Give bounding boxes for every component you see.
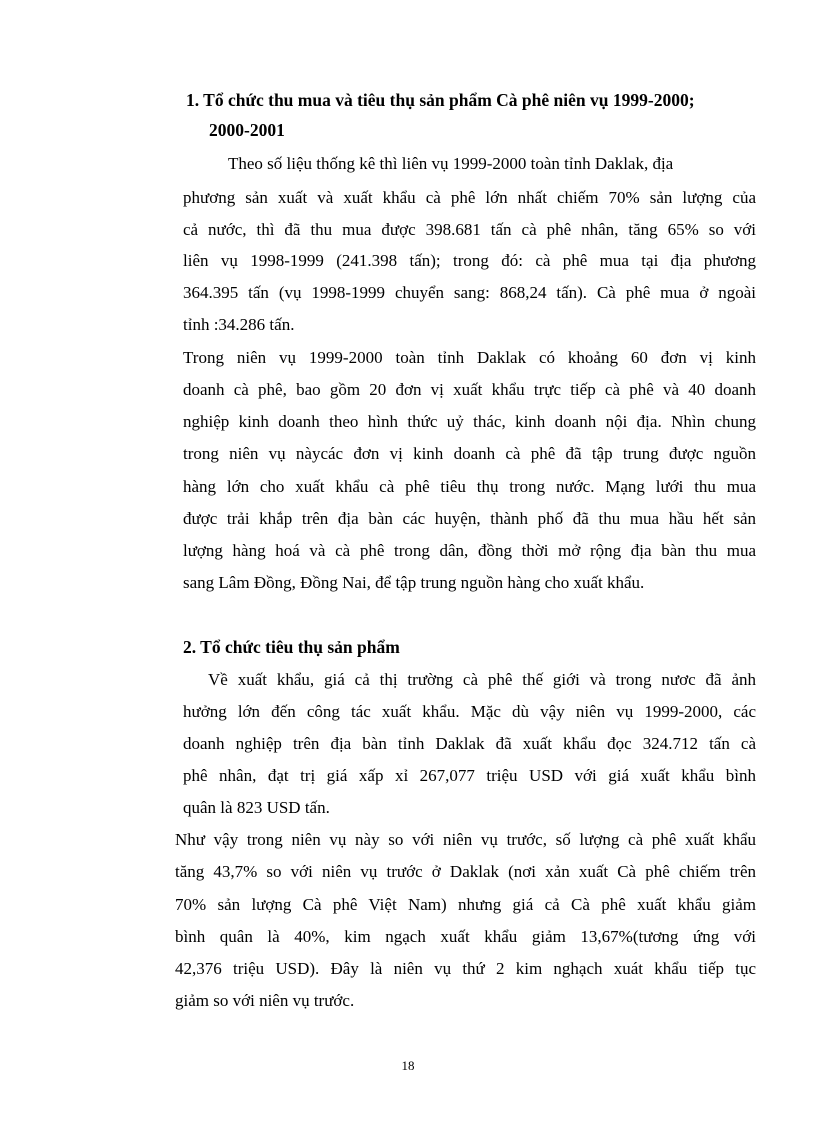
paragraph-line: 70% sản lượng Cà phê Việt Nam) nhưng giá cả Cà phê xuất khẩu giảm	[175, 895, 756, 914]
paragraph-line: doanh cà phê, bao gồm 20 đơn vị xuất khẩu trực tiếp cà phê và 40 doanh	[183, 380, 756, 399]
paragraph-line: hàng lớn cho xuất khẩu cà phê tiêu thụ trong nước. Mạng lưới thu mua	[183, 477, 756, 496]
paragraph-line: tăng 43,7% so với niên vụ trước ở Daklak (nơi xản xuất Cà phê chiếm trên	[175, 862, 756, 881]
section-1-heading-line-1: 1. Tổ chức thu mua và tiêu thụ sản phẩm Cà phê niên vụ 1999-2000;	[186, 90, 695, 110]
paragraph-line: Theo số liệu thống kê thì liên vụ 1999-2000 toàn tỉnh Daklak, địa	[228, 154, 674, 173]
paragraph-line: lượng hàng hoá và cà phê trong dân, đồng thời mở rộng địa bàn thu mua	[183, 541, 756, 560]
paragraph-line: nghiệp kinh doanh theo hình thức uỷ thác, kinh doanh nội địa. Nhìn chung	[183, 412, 756, 431]
paragraph-line: trong niên vụ nàycác đơn vị kinh doanh cà phê đã tập trung được nguồn	[183, 444, 756, 463]
paragraph-line: phương sản xuất và xuất khẩu cà phê lớn nhất chiếm 70% sản lượng của	[183, 188, 756, 207]
paragraph-line: Như vậy trong niên vụ này so với niên vụ trước, số lượng cà phê xuất khẩu	[175, 830, 756, 849]
section-1-heading-line-2: 2000-2001	[209, 120, 285, 140]
paragraph-line: phê nhân, đạt trị giá xấp xỉ 267,077 triệu USD với giá xuất khẩu bình	[183, 766, 756, 785]
section-2-heading: 2. Tổ chức tiêu thụ sản phẩm	[183, 637, 400, 657]
paragraph-line: 364.395 tấn (vụ 1998-1999 chuyển sang: 868,24 tấn). Cà phê mua ở ngoài	[183, 283, 756, 302]
page-number: 18	[401, 1058, 415, 1073]
paragraph-line: 42,376 triệu USD). Đây là niên vụ thứ 2 kim nghạch xuát khẩu tiếp tục	[175, 959, 756, 978]
paragraph-line: liên vụ 1998-1999 (241.398 tấn); trong đó: cà phê mua tại địa phương	[183, 251, 756, 270]
paragraph-line: cả nước, thì đã thu mua được 398.681 tấn cà phê nhân, tăng 65% so với	[183, 220, 756, 239]
paragraph-line: Về xuất khẩu, giá cả thị trường cà phê thế giới và trong nươc đã ảnh	[208, 670, 756, 689]
paragraph-line: hưởng lớn đến công tác xuất khẩu. Mặc dù vậy niên vụ 1999-2000, các	[183, 702, 756, 721]
paragraph-line: Trong niên vụ 1999-2000 toàn tỉnh Daklak có khoảng 60 đơn vị kinh	[183, 348, 756, 367]
paragraph-line: quân là 823 USD tấn.	[183, 798, 330, 817]
paragraph-line: giảm so với niên vụ trước.	[175, 991, 355, 1010]
paragraph-line: bình quân là 40%, kim ngạch xuất khẩu giảm 13,67%(tương ứng với	[175, 927, 756, 946]
paragraph-line: sang Lâm Đồng, Đồng Nai, để tập trung nguồn hàng cho xuất khẩu.	[183, 573, 645, 592]
paragraph-line: được trải khắp trên địa bàn các huyện, thành phố đã thu mua hầu hết sản	[183, 509, 756, 528]
paragraph-line: doanh nghiệp trên địa bàn tỉnh Daklak đã xuất khẩu đọc 324.712 tấn cà	[183, 734, 756, 753]
paragraph-line: tỉnh :34.286 tấn.	[183, 315, 295, 334]
